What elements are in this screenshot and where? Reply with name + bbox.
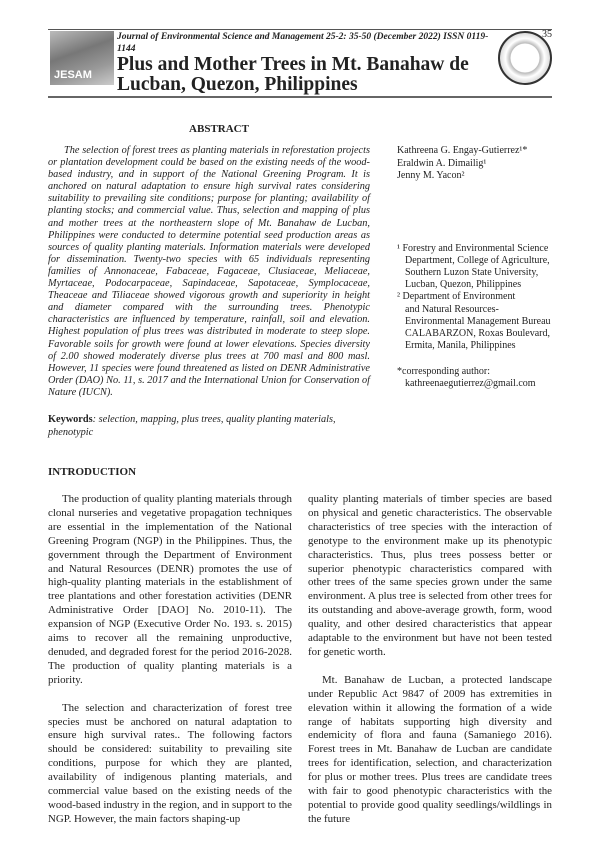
jesam-logo [50,31,114,85]
page-number: 35 [542,29,552,40]
affiliation-line: Environmental Management Bureau [405,315,551,327]
affiliation-line: CALABARZON, Roxas Boulevard, [405,327,550,339]
logo-text: JESAM [54,69,92,81]
affiliation-line: Ermita, Manila, Philippines [405,340,516,352]
keywords [48,413,370,439]
body-columns [48,493,552,851]
journal-header [48,29,552,98]
paragraph: The production of quality planting materials through clonal nurseries and vegetative propagation techniques are essential in the implementation of the National Greening Program (NGP) in the Philippines. Thus, the government through the Department of Environment and Natural Resources (DENR) promotes the use of high-quality planting materials in the establishment of tree plantations and other forestation activities (DENR Administrative Order [DAO] No. 2010-11). The expansion of NGP (Executive Order No. 193. s. 2015) aims to recover all the remaining unproductive, denuded, and degraded forest for the period 2016-2028. The production of quality planting materials is a priority. [48,492,292,686]
affiliation-line: ¹ Forestry and Environmental Science [397,242,549,254]
author: Eraldwin A. Dimailig¹ [397,157,487,169]
affiliations [397,243,552,353]
abstract-text: The selection of forest trees as planting materials in reforestation projects or plantation development could be based on the existing needs of the wood-based industry, and in support of the National Greening Program. It is anchored on natural adaptation to ensure high survival rates considering suitability to prevailing site conditions; purpose for planting; availability of planting stocks; and commercial value. Thus, selection and mapping of plus and mother trees at the northeastern slope of Mt. Banahaw de Lucban, Philippines were conducted to determine potential seed production areas as sources of quality planting materials. Information materials were developed for dissemination. Twenty-two species with 65 individuals representing families of Annonaceae, Fabaceae, Fagaceae, Clusiaceae, Meliaceae, Myrtaceae, Podocarpaceae, Sapindaceae, Sapotaceae, Symplocaceae, Theaceae and Tiliaceae showed vigorous growth and superiority in height and diameter compared with the surrounding trees. Phenotypic characteristics are influenced by temperature, rainfall, soil and elevation. Highest population of plus trees was distributed in moderate to steep slope. Favorable soils for growth were found at lower elevations. Species diversity of 2.00 showed moderately diverse plus trees at 700 masl and 800 masl. However, 11 species were found threatened as listed on DENR Administrative Order (DAO) No. 11, s. 2017 and the International Union for Conservation of Nature (IUCN). [48,145,370,398]
keywords-label: Keywords [48,413,93,425]
header-text [114,31,494,95]
journal-citation: Journal of Environmental Science and Management 25-2: 35-50 (December 2022) ISSN 0119-1144 [117,32,489,54]
society-seal-icon [498,31,552,85]
right-column [308,493,552,841]
keywords-list: : selection, mapping, plus trees, quality planting materials, phenotypic [48,413,336,438]
corresponding-label: *corresponding author: [397,366,491,378]
corresponding-author [397,366,552,390]
affiliation-line: Department, College of Agriculture, [405,254,550,266]
introduction-heading: INTRODUCTION [48,465,137,478]
abstract-block [48,122,370,439]
paragraph: Mt. Banahaw de Lucban, a protected landscape under Republic Act 9847 of 2009 has extremities in elevation within it allowing the formation of a wide range of habitats supporting high diversity and endemicity of flora and fauna (Samaniego 2016). Forest trees in Mt. Banahaw de Lucban are candidate trees for identification, selection, and characterization for plus or mother trees. Plus trees are candidate trees with fair to good phenotypic characteristics with the potential to provide good quality seedlings/wildlings in the future [308,673,552,825]
author-list [397,145,552,183]
left-column [48,493,292,841]
affiliation-line: and Natural Resources- [405,303,499,315]
author-block [370,122,552,439]
paper-title: Plus and Mother Trees in Mt. Banahaw de Lucban, Quezon, Philippines [117,54,469,95]
abstract-section [48,122,552,439]
corresponding-email[interactable]: kathreenaegutierrez@gmail.com [405,378,536,390]
author: Jenny M. Yacon² [397,170,465,181]
affiliation-line: Southern Luzon State University, [405,266,539,278]
paragraph: The selection and characterization of forest tree species must be anchored on natural adaptation to ensure high survival rates.. The following factors should be considered: suitability to prevailing site conditions, purpose for which they are planted, availability of indigenous planting materials, and commercial value based on the existing needs of the wood-based industry in the region, and in support to the NGP. However, the main factors shaping-up [48,701,292,825]
affiliation-line: ² Department of Environment [397,291,516,303]
abstract-heading: ABSTRACT [189,123,249,135]
paragraph: quality planting materials of timber species are based on physical and genetic characteristics. The observable characteristics of tree species with the interaction of genotype to the environment make up its phenotypic characteristics. Thus, plus trees possess better or superior phenotypic characteristics compared with other trees of the same species grown under the same environment. A plus tree is selected from other trees for its outstanding and above-average growth, form, wood quality, and other desired characteristics that appear adaptable to the environment but have not been tested for genetic worth. [308,492,552,658]
author: Kathreena G. Engay-Gutierrez¹* [397,145,528,156]
affiliation-line: Lucban, Quezon, Philippines [405,279,522,291]
